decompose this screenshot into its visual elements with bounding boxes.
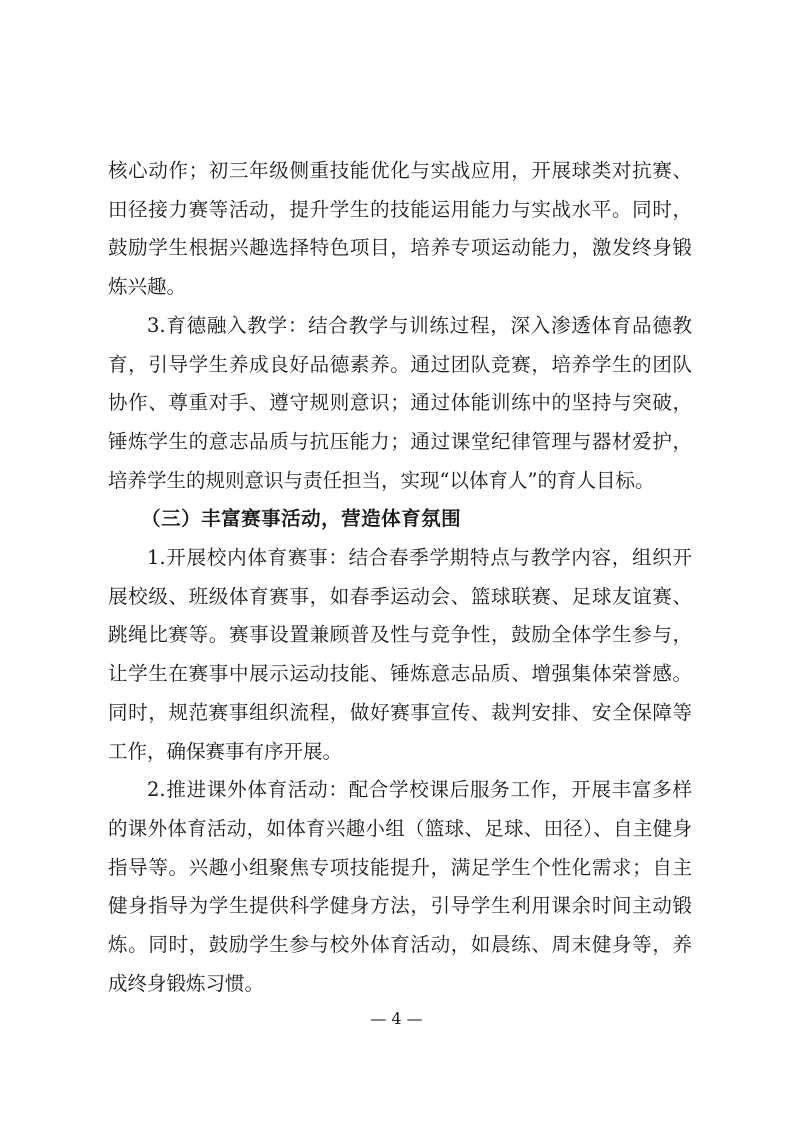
section-heading: （三）丰富赛事活动，营造体育氛围 — [141, 507, 462, 531]
paragraph-moral-education: 3.育德融入教学：结合教学与训练过程，深入渗透体育品德教育，引导学生养成良好品德素养。通过团队竞赛，培养学生的团队协作、尊重对手、遵守规则意识；通过体能训练中的坚持与突破，锤炼学生的意志品质与抗压能力；通过课堂纪律管理与器材爱护，培养学生的规则意识与责任担当，实现“以体育人”的育人目标。 — [108, 313, 692, 492]
paragraph-school-events: 1.开展校内体育赛事：结合春季学期特点与教学内容，组织开展校级、班级体育赛事，如春季运动会、篮球联赛、足球友谊赛、跳绳比赛等。赛事设置兼顾普及性与竞争性，鼓励全体学生参与，让学生在赛事中展示运动技能、锤炼意志品质、增强集体荣誉感。同时，规范赛事组织流程，做好赛事宣传、裁判安排、安全保障等工作，确保赛事有序开展。 — [108, 546, 692, 763]
paragraph-continuation: 核心动作；初三年级侧重技能优化与实战应用，开展球类对抗赛、田径接力赛等活动，提升学生的技能运用能力与实战水平。同时，鼓励学生根据兴趣选择特色项目，培养专项运动能力，激发终身锻炼兴趣。 — [108, 159, 692, 299]
document-body — [108, 152, 692, 1003]
paragraph-extracurricular: 2.推进课外体育活动：配合学校课后服务工作，开展丰富多样的课外体育活动，如体育兴趣小组（篮球、足球、田径）、自主健身指导等。兴趣小组聚焦专项技能提升，满足学生个性化需求；自主健身指导为学生提供科学健身方法，引导学生利用课余时间主动锻炼。同时，鼓励学生参与校外体育活动，如晨练、周末健身等，养成终身锻炼习惯。 — [108, 778, 692, 995]
page-number: — 4 — — [370, 1009, 423, 1028]
